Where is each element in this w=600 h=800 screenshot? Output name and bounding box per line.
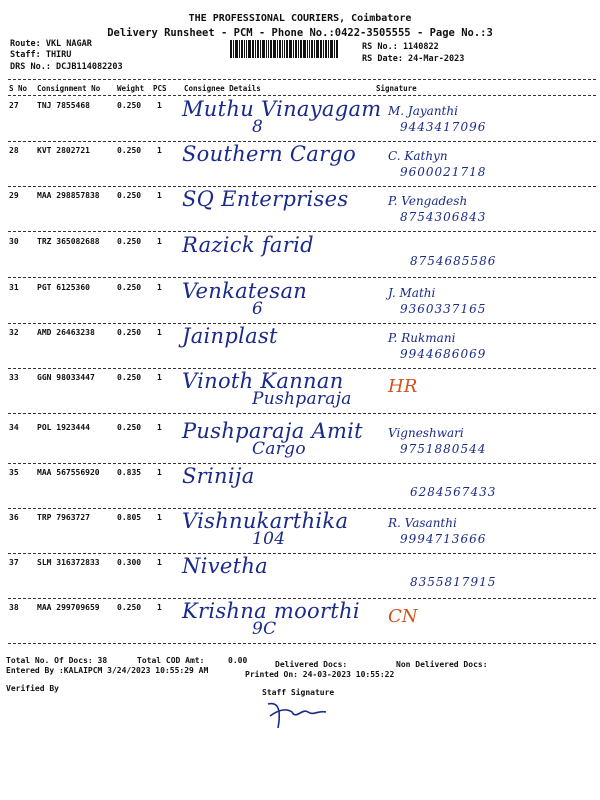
row-consignee-line1: Vinoth Kannan: [182, 369, 344, 393]
col-consignee: Consignee Details: [184, 84, 261, 93]
row-sno: 36: [9, 513, 19, 522]
row-consignment-no: GGN 98033447: [37, 373, 95, 382]
row-phone: 9600021718: [400, 165, 487, 179]
rs-number: RS No.: 1140822: [362, 42, 439, 52]
row-weight: 0.250: [117, 328, 142, 337]
row-sno: 28: [9, 146, 19, 155]
row-consignment-no: TRZ 365082688: [37, 237, 100, 246]
row-sno: 31: [9, 283, 19, 292]
route-label: Route: VKL NAGAR: [10, 39, 92, 49]
row-consignee-line1: Muthu Vinayagam: [182, 97, 382, 121]
row-consignee-line1: Razick farid: [182, 233, 314, 257]
delivered-docs: Delivered Docs:: [275, 660, 348, 669]
total-docs: Total No. Of Docs: 38: [6, 656, 108, 665]
row-pcs: 1: [157, 283, 162, 292]
row-consignee-line2: 104: [252, 529, 286, 549]
row-consignee-line1: Jainplast: [182, 324, 278, 348]
row-divider: [8, 463, 596, 464]
row-sno: 27: [9, 101, 19, 110]
row-consignee-line2: Pushparaja: [252, 389, 352, 409]
header-rule-bottom: [8, 95, 596, 96]
row-consignment-no: TRP 7963727: [37, 513, 90, 522]
non-delivered-docs: Non Delivered Docs:: [396, 660, 488, 669]
row-signature: J. Mathi: [388, 286, 436, 300]
row-divider: [8, 231, 596, 232]
row-weight: 0.250: [117, 237, 142, 246]
row-consignee-line2: 6: [252, 299, 264, 319]
row-consignee-line2: 9C: [252, 619, 277, 639]
row-consignment-no: SLM 316372833: [37, 558, 100, 567]
barcode: [230, 40, 355, 58]
row-sno: 38: [9, 603, 19, 612]
col-sno: S No: [9, 84, 28, 93]
row-divider: [8, 643, 596, 644]
row-consignment-no: TNJ 7855468: [37, 101, 90, 110]
row-sno: 33: [9, 373, 19, 382]
row-weight: 0.250: [117, 191, 142, 200]
row-consignee-line1: Krishna moorthi: [182, 599, 360, 623]
total-cod-label: Total COD Amt:: [137, 656, 205, 665]
row-consignment-no: PGT 6125360: [37, 283, 90, 292]
runsheet-subtitle: Delivery Runsheet - PCM - Phone No.:0422-3505555 - Page No.:3: [107, 27, 493, 39]
row-signature: P. Rukmani: [388, 331, 456, 345]
row-signature: R. Vasanthi: [388, 516, 457, 530]
col-signature: Signature: [376, 84, 417, 93]
row-pcs: 1: [157, 237, 162, 246]
row-sno: 37: [9, 558, 19, 567]
row-consignee-line1: Vishnukarthika: [182, 509, 349, 533]
row-consignment-no: POL 1923444: [37, 423, 90, 432]
drs-number: DRS No.: DCJB114082203: [10, 62, 123, 72]
row-consignee-line1: Venkatesan: [182, 279, 308, 303]
header-rule-top: [8, 79, 596, 80]
row-divider: [8, 553, 596, 554]
row-phone: 9751880544: [400, 442, 487, 456]
row-weight: 0.300: [117, 558, 142, 567]
row-consignee-line1: SQ Enterprises: [182, 187, 349, 211]
col-consignment: Consignment No: [37, 84, 101, 93]
row-consignment-no: KVT 2802721: [37, 146, 90, 155]
row-signature: Vigneshwari: [388, 426, 464, 440]
row-phone: 8754685586: [410, 254, 497, 268]
row-weight: 0.250: [117, 603, 142, 612]
row-phone: 6284567433: [410, 485, 497, 499]
row-consignee-line2: Cargo: [252, 439, 306, 459]
staff-signature-label: Staff Signature: [262, 688, 335, 697]
row-pcs: 1: [157, 603, 162, 612]
row-signature: CN: [388, 606, 418, 627]
row-pcs: 1: [157, 191, 162, 200]
row-divider: [8, 277, 596, 278]
row-consignee-line2: 8: [252, 117, 264, 137]
verified-by: Verified By: [6, 684, 59, 693]
row-sno: 29: [9, 191, 19, 200]
row-consignment-no: MAA 298857838: [37, 191, 100, 200]
row-phone: 9994713666: [400, 532, 487, 546]
row-signature: HR: [388, 376, 418, 397]
row-consignee-line1: Pushparaja Amit: [182, 419, 363, 443]
printed-on: Printed On: 24-03-2023 10:55:22: [245, 670, 395, 679]
row-divider: [8, 323, 596, 324]
row-sno: 35: [9, 468, 19, 477]
total-cod-value: 0.00: [228, 656, 248, 665]
company-title: THE PROFESSIONAL COURIERS, Coimbatore: [188, 13, 412, 24]
row-pcs: 1: [157, 146, 162, 155]
row-weight: 0.250: [117, 101, 142, 110]
row-phone: 9944686069: [400, 347, 487, 361]
row-pcs: 1: [157, 373, 162, 382]
row-pcs: 1: [157, 423, 162, 432]
row-consignment-no: AMD 26463238: [37, 328, 95, 337]
row-weight: 0.250: [117, 146, 142, 155]
row-weight: 0.805: [117, 513, 142, 522]
row-signature: M. Jayanthi: [388, 104, 458, 118]
row-signature: P. Vengadesh: [388, 194, 468, 208]
row-pcs: 1: [157, 328, 162, 337]
row-consignment-no: MAA 567556920: [37, 468, 100, 477]
staff-signature-scribble: [262, 698, 332, 734]
row-signature: C. Kathyn: [388, 149, 448, 163]
row-pcs: 1: [157, 513, 162, 522]
row-consignment-no: MAA 299709659: [37, 603, 100, 612]
row-consignee-line1: Nivetha: [182, 554, 268, 578]
row-pcs: 1: [157, 468, 162, 477]
row-divider: [8, 413, 596, 414]
row-weight: 0.835: [117, 468, 142, 477]
row-weight: 0.250: [117, 283, 142, 292]
row-consignee-line1: Srinija: [182, 464, 255, 488]
row-phone: 9443417096: [400, 120, 487, 134]
row-phone: 9360337165: [400, 302, 487, 316]
row-weight: 0.250: [117, 423, 142, 432]
col-pcs: PCS: [153, 84, 167, 93]
row-sno: 32: [9, 328, 19, 337]
row-sno: 30: [9, 237, 19, 246]
row-phone: 8355817915: [410, 575, 497, 589]
row-pcs: 1: [157, 558, 162, 567]
row-phone: 8754306843: [400, 210, 487, 224]
row-pcs: 1: [157, 101, 162, 110]
row-consignee-line1: Southern Cargo: [182, 142, 357, 166]
rs-date: RS Date: 24-Mar-2023: [362, 54, 465, 64]
staff-label: Staff: THIRU: [10, 50, 72, 60]
row-sno: 34: [9, 423, 19, 432]
entered-by: Entered By :KALAIPCM 3/24/2023 10:55:29 AM: [6, 666, 209, 675]
col-weight: Weight: [117, 84, 145, 93]
row-weight: 0.250: [117, 373, 142, 382]
